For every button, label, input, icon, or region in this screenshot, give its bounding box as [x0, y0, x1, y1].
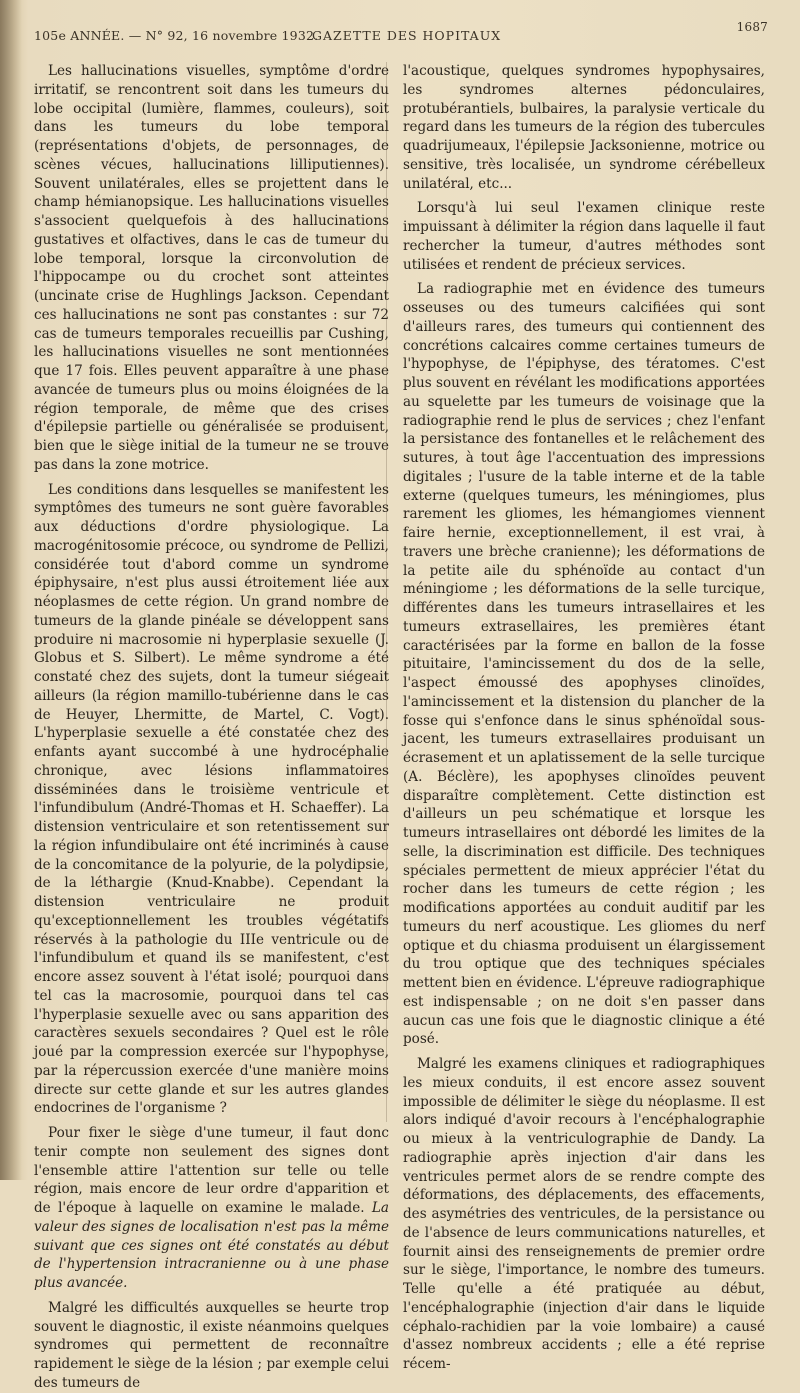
- paragraph-siege: [34, 1124, 389, 1293]
- column-divider: [386, 62, 387, 1122]
- paragraph-syndromes: l'acoustique, quelques syndromes hypophysaires, les syndromes alternes pédonculaires, protubérantiels, bulbaires, la paralysie verticale du regard dans les tumeurs de la région des tubercules quadrijumeaux, l'épilepsie Jacksonienne, motrice ou sensitive, très localisée, un syndrome cérébelleux unilatéral, etc...: [403, 63, 765, 192]
- page-number: 1687: [736, 20, 768, 34]
- right-column: [403, 62, 765, 1372]
- issue-line: 105e ANNÉE. — N° 92, 16 novembre 1932.: [34, 28, 319, 43]
- paragraph-siege-text: Pour fixer le siège d'une tumeur, il faut donc tenir compte non seulement des signes dont l'ensemble attire l'attention sur telle ou telle région, mais encore de leur ordre d'apparition et de l'époque à laquelle on examine le malade.: [34, 1125, 389, 1216]
- paragraph-hallucinations: Les hallucinations visuelles, symptôme d'ordre irritatif, se rencontrent soit dans les tumeurs du lobe occipital (lumière, flammes, couleurs), soit dans les tumeurs du lobe temporal (représentations d'objets, de personnages, de scènes vécues, hallucinations lilliputiennes). Souvent unilatérales, elles se projettent dans le champ hémianopsique. Les hallucinations visuelles s'associent quelquefois à des hallucinations gustatives et olfactives, dans le cas de tumeur du lobe temporal, lorsque la circonvolution de l'hippocampe ou du crochet sont atteintes (uncinate crise de Hughlings Jackson. Cependant ces hallucinations ne sont pas constantes : sur 72 cas de tumeurs temporales recueillis par Cushing, les hallucinations visuelles ne sont mentionnées que 17 fois. Elles peuvent apparaître à une phase avancée de tumeurs plus ou moins éloignées de la région temporale, de même que des crises d'épilepsie partielle ou généralisée se produisent, bien que le siège initial de la tumeur ne se trouve pas dans la zone motrice.: [34, 63, 389, 473]
- paragraph-examen-clinique: Lorsqu'à lui seul l'examen clinique reste impuissant à délimiter la région dans laquelle il faut rechercher la tumeur, d'autres méthodes sont utilisées et rendent de précieux services.: [403, 200, 765, 273]
- journal-title: GAZETTE DES HOPITAUX: [312, 28, 502, 43]
- paragraph-difficultes: Malgré les difficultés auxquelles se heurte trop souvent le diagnostic, il existe néanmoins quelques syndromes qui permettent de reconnaître rapidement le siège de la lésion ; par exemple celui des tumeurs de: [34, 1299, 389, 1391]
- paragraph-conditions: Les conditions dans lesquelles se manifestent les symptômes des tumeurs ne sont guère favorables aux déductions d'ordre physiologique. La macrogénitosomie précoce, ou syndrome de Pellizi, considérée tout d'abord comme un syndrome épiphysaire, n'est plus aussi étroitement liée aux néoplasmes de cette région. Un grand nombre de tumeurs de la glande pinéale se développent sans produire ni macrosomie ni hyperplasie sexuelle (J. Globus et S. Silbert). Le même syndrome a été constaté chez des sujets, dont la tumeur siégeait ailleurs (la région mamillo-tubérienne dans le cas de Heuyer, Lhermitte, de Martel, C. Vogt). L'hyperplasie sexuelle a été constatée chez des enfants ayant succombé à une hydrocéphalie chronique, avec lésions inflammatoires disséminées dans le troisième ventricule et l'infundibulum (André-Thomas et H. Schaeffer). La distension ventriculaire et son retentissement sur la région infundibulaire ont été incriminés à cause de la concomitance de la polyurie, de la polydipsie, de la léthargie (Knud-Knabbe). Cependant la distension ventriculaire ne produit qu'exceptionnellement les troubles végétatifs réservés à la pathologie du IIIe ventricule ou de l'infundibulum et quand ils se manifestent, c'est encore assez souvent à l'état isolé; pourquoi dans tel cas la macrosomie, pourquoi dans tel cas l'hyperplasie sexuelle avec ou sans apparition des caractères sexuels secondaires ? Quel est le rôle joué par la compression exercée sur l'hypophyse, par la répercussion exercée d'une manière moins directe sur cette glande et sur les autres glandes endocrines de l'organisme ?: [34, 481, 389, 1117]
- page-header: [34, 20, 768, 44]
- paragraph-radiographie: La radiographie met en évidence des tumeurs osseuses ou des tumeurs calcifiées qui sont d'ailleurs rares, des tumeurs qui contiennent des concrétions calcaires comme certaines tumeurs de l'hypophyse, de l'épiphyse, des tératomes. C'est plus souvent en révélant les modifications apportées au squelette par les tumeurs de voisinage que la radiographie rend le plus de services ; chez l'enfant la persistance des fontanelles et le relâchement des sutures, à tout âge l'accentuation des impressions digitales ; l'usure de la table interne et de la table externe (quelques tumeurs, les méningiomes, plus rarement les gliomes, les hémangiomes viennent faire hernie, exceptionnellement, il est vrai, à travers une brèche cranienne); les déformations de la petite aile du sphénoïde au contact d'un méningiome ; les déformations de la selle turcique, différentes dans les tumeurs intrasellaires et les tumeurs extrasellaires, les premières étant caractérisées par la forme en ballon de la fosse pituitaire, l'amincissement du dos de la selle, l'aspect émoussé des apophyses clinoïdes, l'amincissement et la distension du plancher de la fosse qui s'enfonce dans le sinus sphénoïdal sous-jacent, les tumeurs extrasellaires produisant un écrasement et un aplatissement de la selle turcique (A. Béclère), les apophyses clinoïdes peuvent disparaître complètement. Cette distinction est d'ailleurs un peu schématique et lorsque les tumeurs intrasellaires ont débordé les limites de la selle, la discrimination est difficile. Des techniques spéciales permettent de mieux apprécier l'état du rocher dans les tumeurs de cette région ; les modifications apportées au conduit auditif par les tumeurs du nerf acoustique. Les gliomes du nerf optique et du chiasma produisent un élargissement du trou optique que des techniques spéciales mettent bien en évidence. L'épreuve radiographique est indispensable ; on ne doit s'en passer dans aucun cas une fois que le diagnostic clinique a été posé.: [403, 281, 765, 1048]
- paragraph-encephalographie: Malgré les examens cliniques et radiographiques les mieux conduits, il est encore assez souvent impossible de délimiter le siège du néoplasme. Il est alors indiqué d'avoir recours à l'encéphalographie ou mieux à la ventriculographie de Dandy. La radiographie après injection d'air dans les ventricules permet alors de se rendre compte des déformations, des déplacements, des effacements, des asymétries des ventricules, de la persistance ou de l'absence de leurs communications naturelles, et fournit ainsi des renseignements de premier ordre sur le siège, l'importance, le nombre des tumeurs. Telle qu'elle a été pratiquée au début, l'encéphalographie (injection d'air dans le liquide céphalo-rachidien par la voie lombaire) a causé d'assez nombreux accidents ; elle a été reprise récem-: [403, 1056, 765, 1372]
- paragraph-siege-italic: La valeur des signes de localisation n'est pas la même suivant que ces signes ont été constatés au début de l'hypertension intracranienne ou à une phase plus avancée.: [34, 1200, 389, 1291]
- left-column: [34, 62, 389, 1391]
